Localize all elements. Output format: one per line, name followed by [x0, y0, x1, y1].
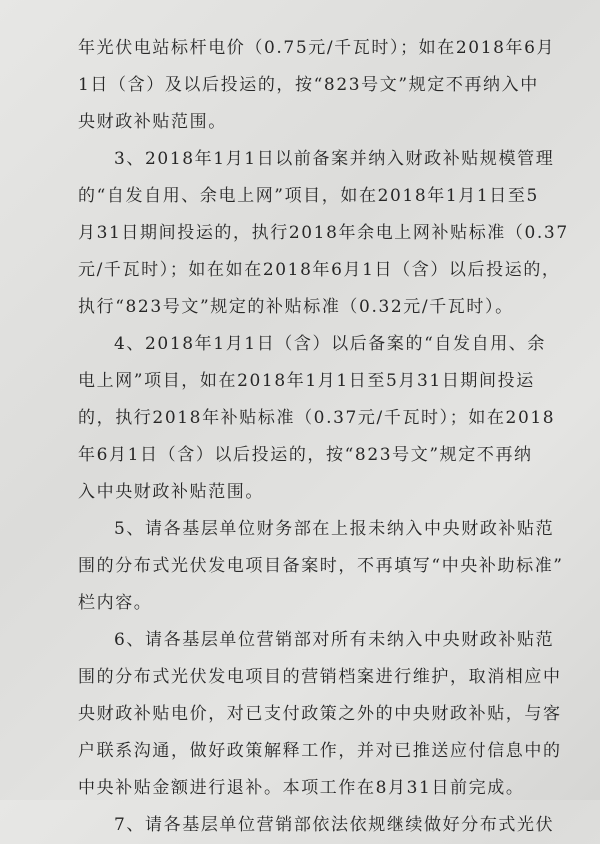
- text-line: 户联系沟通，做好政策解释工作，并对已推送应付信息中的: [78, 741, 562, 761]
- text-line: 的，执行2018年补贴标准（0.37元/千瓦时）；如在2018: [78, 408, 556, 428]
- text-line: 1日（含）及以后投运的，按“823号文”规定不再纳入中: [78, 75, 539, 95]
- text-line: 栏内容。: [78, 593, 153, 613]
- text-line: 中央补贴金额进行退补。本项工作在8月31日前完成。: [78, 778, 525, 798]
- text-line: 围的分布式光伏发电项目备案时，不再填写“中央补助标准”: [78, 556, 564, 576]
- text-line: 元/千瓦时）；如在如在2018年6月1日（含）以后投运的，: [78, 260, 561, 280]
- paragraph-5-start: 5、请各基层单位财务部在上报未纳入中央财政补贴范: [114, 519, 555, 539]
- text-line: 月31日期间投运的，执行2018年余电上网补贴标准（0.37: [78, 223, 569, 243]
- text-line: 执行“823号文”规定的补贴标准（0.32元/千瓦时）。: [78, 297, 514, 317]
- paragraph-6-start: 6、请各基层单位营销部对所有未纳入中央财政补贴范: [114, 630, 555, 650]
- text-line: 电上网”项目，如在2018年1月1日至5月31日期间投运: [78, 371, 535, 391]
- text-line: 的“自发自用、余电上网”项目，如在2018年1月1日至5: [78, 186, 539, 206]
- text-line: 央财政补贴范围。: [78, 112, 227, 132]
- text-line: 年光伏电站标杆电价（0.75元/千瓦时）；如在2018年6月: [78, 38, 556, 58]
- text-line: 年6月1日（含）以后投运的，按“823号文”规定不再纳: [78, 445, 533, 465]
- text-line: 围的分布式光伏发电项目的营销档案进行维护，取消相应中: [78, 667, 562, 687]
- text-line: 入中央财政补贴范围。: [78, 482, 264, 502]
- paragraph-7-start: 7、请各基层单位营销部依法依规继续做好分布式光伏: [114, 815, 555, 835]
- text-line: 央财政补贴电价，对已支付政策之外的中央财政补贴，与客: [78, 704, 562, 724]
- paragraph-4-start: 4、2018年1月1日（含）以后备案的“自发自用、余: [114, 334, 547, 354]
- paragraph-3-start: 3、2018年1月1日以前备案并纳入财政补贴规模管理: [114, 149, 555, 169]
